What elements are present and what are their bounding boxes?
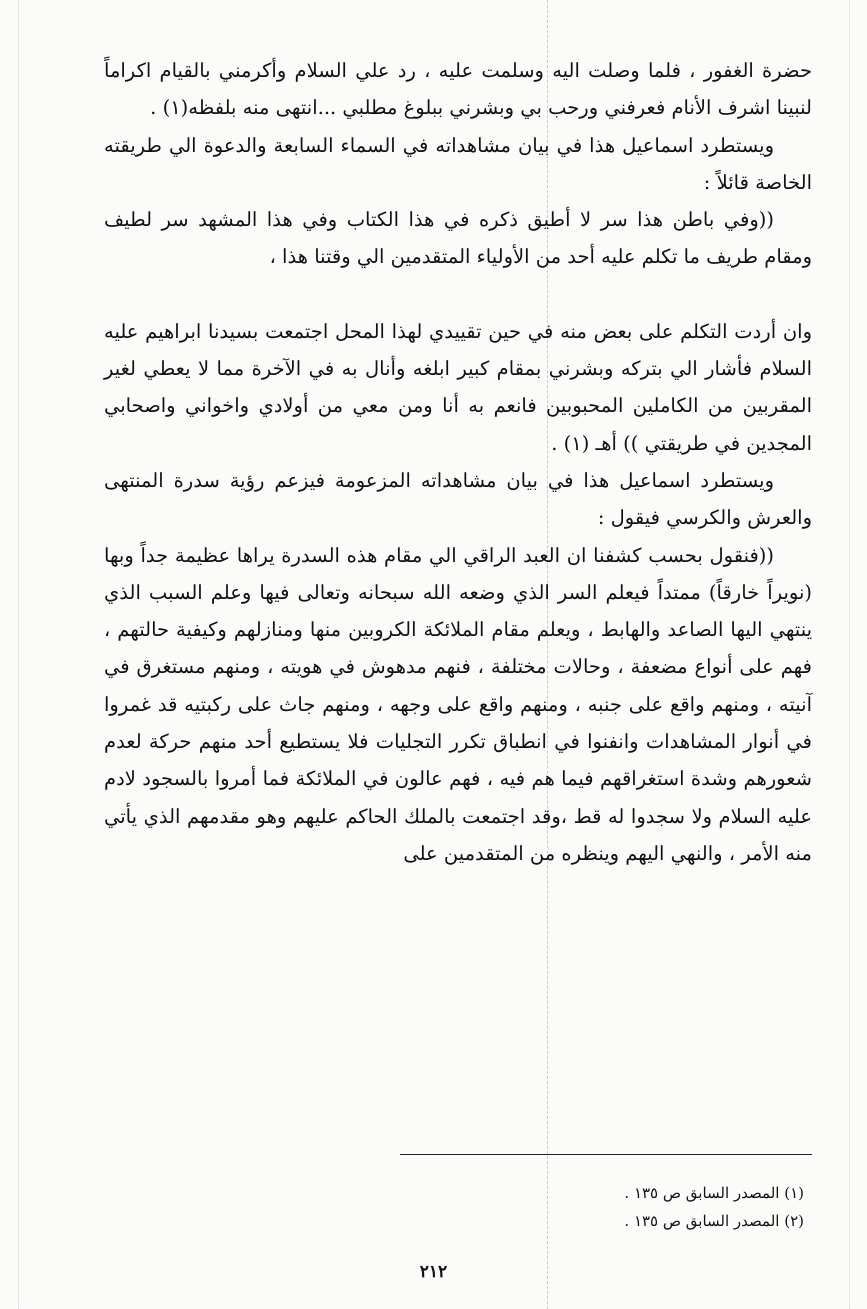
footnote-2: (٢) المصدر السابق ص ١٣٥ .: [624, 1212, 804, 1230]
footnote-separator: [400, 1154, 812, 1155]
paragraph-3-quote: ((وفي باطن هذا سر لا أطيق ذكره في هذا الكتاب وفي هذا المشهد سر لطيف ومقام طريف ما تكلم عليه أحد من الأولياء المتقدمين الي وقتنا هذا ،: [104, 208, 812, 269]
paragraph-1: حضرة الغفور ، فلما وصلت اليه وسلمت عليه ، رد علي السلام وأكرمني بالقيام اكراماً لنبينا اشرف الأنام فعرفني ورحب بي وبشرني ببلوغ مطلبي ...انتهى منه بلفظه(١) .: [104, 59, 812, 120]
page-number: ٢١٢: [419, 1262, 448, 1282]
paragraph-6-quote: ((فنقول بحسب كشفنا ان العبد الراقي الي مقام هذه السدرة يراها عظيمة جداً وبها (نويراً خارقاً) ممتداً فيعلم السر الذي وضعه الله سبحانه وتعالى فيها وعلم السبب الذي ينتهي اليها الصاعد والهابط ، ويعلم مقام الملائكة الكروبين منها ومنازلهم وكيفية حالتهم ، فهم على أنواع مضعفة ، وحالات مختلفة ، فنهم مدهوش في هويته ، ومنهم مستغرق في آنيته ، ومنهم واقع على جنبه ، ومنهم واقع على وجهه ، ومنهم جاث على ركبتيه قد غمروا في أنوار المشاهدات وانفنوا في انطباق تكرر التجليات فلا يستطيع أحد منهم حركة لعدم شعورهم وشدة استغراقهم فيما هم فيه ، فهم عالون في الملائكة فما أمروا بالسجود لادم عليه السلام ولا سجدوا له قط ،وقد اجتمعت بالملك الحاكم عليهم وهو مقدمهم الذي يأتي منه الأمر ، والنهي اليهم وينظره من المتقدمين على: [104, 543, 813, 865]
footnotes: [400, 1179, 804, 1235]
paragraph-5: ويستطرد اسماعيل هذا في بيان مشاهداته المزعومة فيزعم رؤية سدرة المنتهى والعرش والكرسي فيقول :: [104, 468, 812, 530]
paragraph-2: ويستطرد اسماعيل هذا في بيان مشاهداته في السماء السابعة والدعوة الي طريقته الخاصة قائلاً :: [104, 133, 812, 194]
page-edge-left: [18, 0, 19, 1309]
footnote-1: (١) المصدر السابق ص ١٣٥ .: [624, 1184, 804, 1202]
paragraph-4: وان أردت التكلم على بعض منه في حين تقييدي لهذا المحل اجتمعت بسيدنا ابراهيم عليه السلام فأشار الي بتركه وبشرني بمقام كبير ابلغه وأنال به في الآخرة مما لا يعطي لغير المقربين من الكاملين المحبوبين فانعم به أنا ومن معي من أولادي واخواني واصحابي المجدين في طريقتي )) أهـ (١) .: [104, 319, 812, 455]
paragraph-gap: [104, 276, 812, 313]
body-text: [104, 52, 812, 872]
page-edge-right: [849, 0, 850, 1309]
